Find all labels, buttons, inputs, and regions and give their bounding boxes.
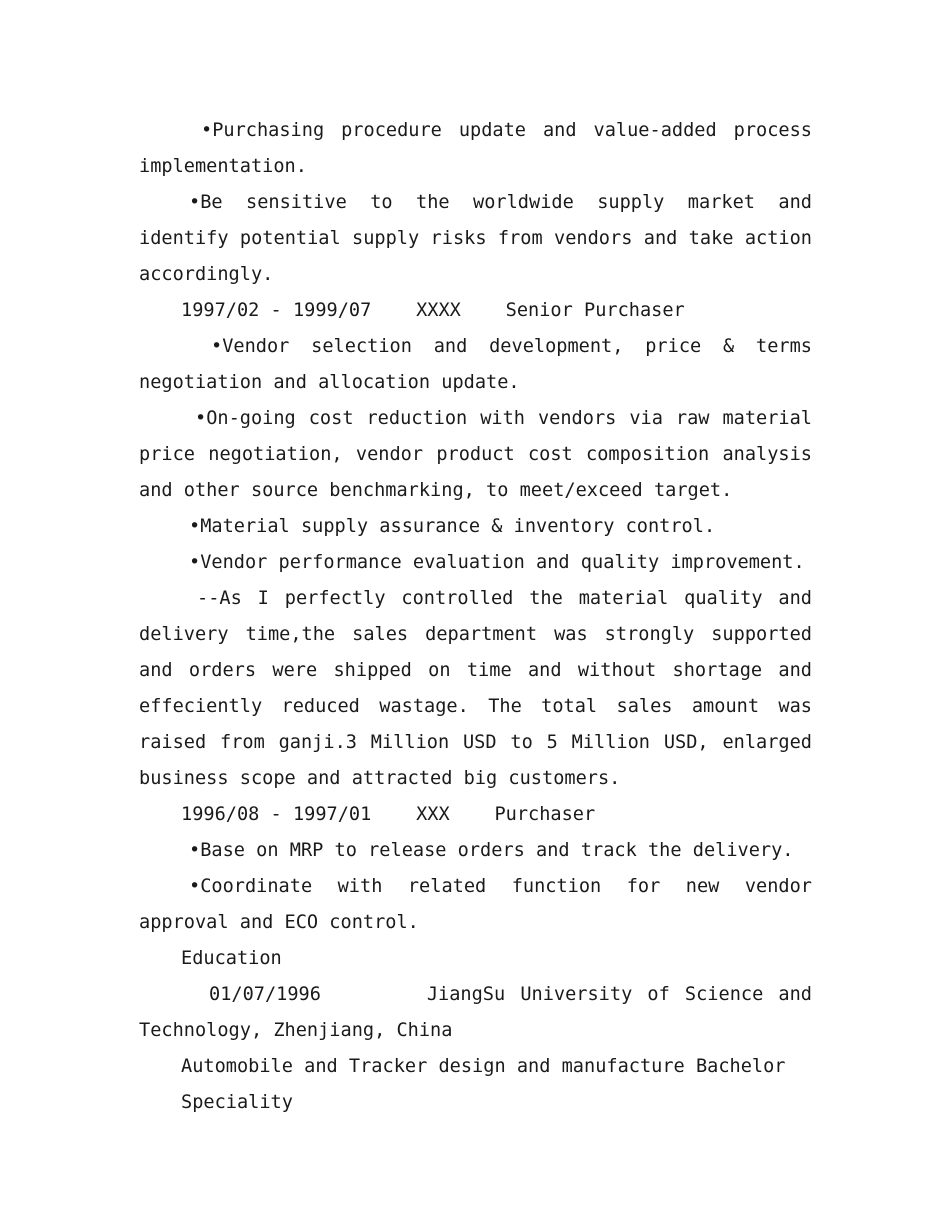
duty-bullet: •Coordinate with related function for new vendor approval and ECO control.	[139, 876, 812, 933]
duty-bullet: •Vendor performance evaluation and quality improvement.	[189, 552, 805, 573]
duty-bullet: •Vendor selection and development, price & terms negotiation and allocation update.	[139, 336, 812, 393]
education-entry: 01/07/1996 JiangSu University of Science and Technology, Zhenjiang, China	[139, 984, 824, 1041]
duty-bullet: •Purchasing procedure update and value-added process implementation.	[139, 120, 812, 177]
achievement-note: --As I perfectly controlled the material quality and delivery time,the sales department was strongly supported and orders were shipped on time and without shortage and effeciently reduced wastage. The total sales amount was raised from ganji.3 Million USD to 5 Million USD, enlarged business scope and attracted big customers.	[139, 588, 812, 789]
duty-bullet: •On-going cost reduction with vendors via raw material price negotiation, vendor product cost composition analysis and other source benchmarking, to meet/exceed target.	[139, 408, 812, 501]
education-heading: Education	[181, 948, 282, 969]
degree-line: Automobile and Tracker design and manufacture Bachelor	[181, 1056, 786, 1077]
job-entry-purchaser: 1996/08 - 1997/01 XXX Purchaser	[181, 804, 596, 825]
speciality-line: Speciality	[181, 1092, 293, 1113]
duty-bullet: •Material supply assurance & inventory control.	[189, 516, 716, 537]
resume-page	[139, 113, 824, 1121]
duty-bullet: •Base on MRP to release orders and track the delivery.	[189, 840, 794, 861]
job-entry-senior-purchaser: 1997/02 - 1999/07 XXXX Senior Purchaser	[181, 300, 685, 321]
duty-bullet: •Be sensitive to the worldwide supply market and identify potential supply risks from vendors and take action accordingly.	[139, 192, 812, 285]
